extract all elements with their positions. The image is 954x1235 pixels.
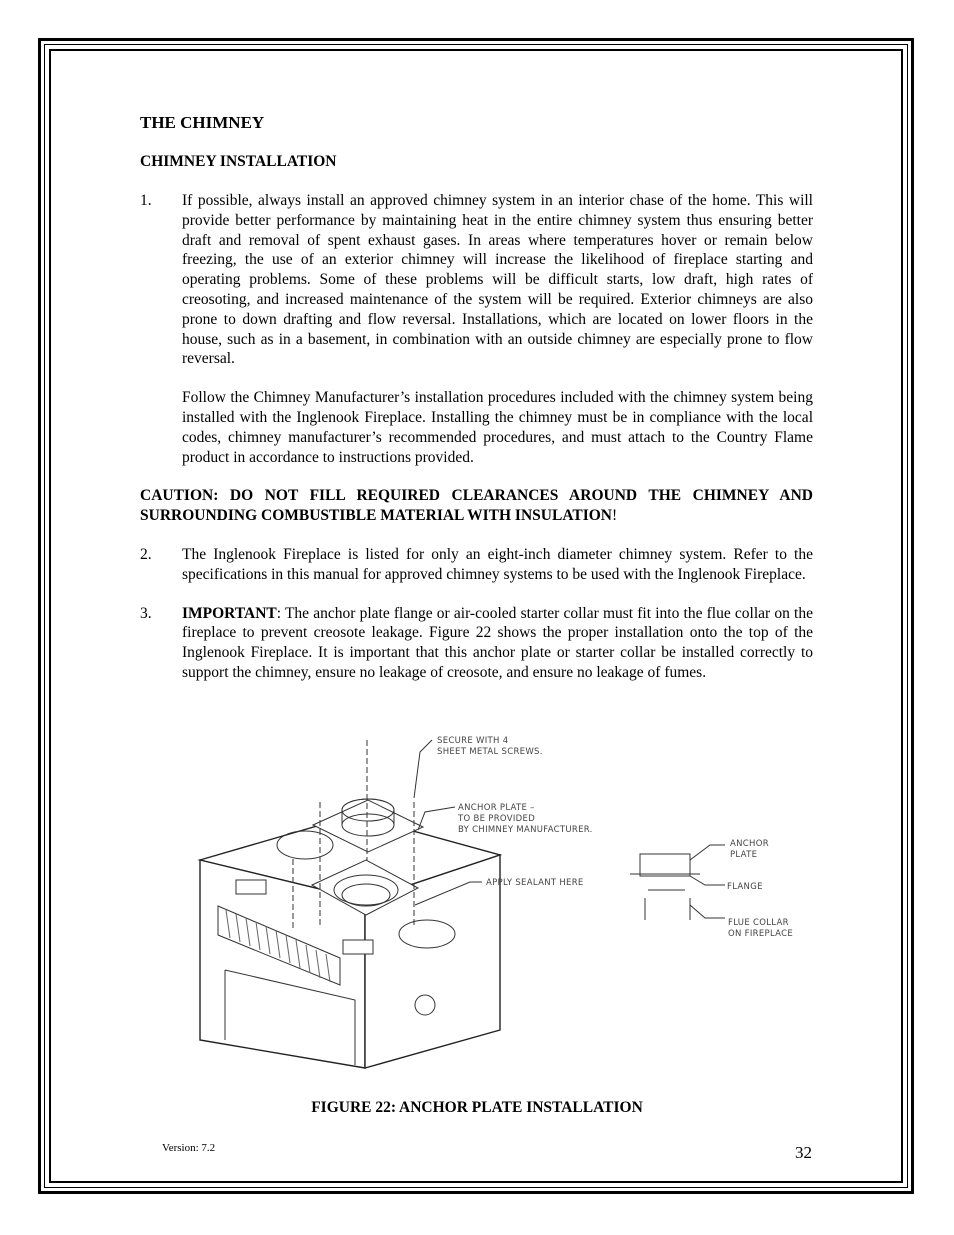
anchor-plate-installation-figure <box>190 728 810 1073</box>
list-item-text: : The anchor plate flange or air-cooled starter collar must fit into the flue collar on the fireplace to prevent creosote leakage. Figure 22 shows the proper installation onto the top of the Inglenook Fireplace. It is important that this anchor plate or starter collar be installed correctly to support the chimney, ensure no leakage of creosote, and ensure no leakage of fumes. <box>182 604 813 681</box>
label-detail-anchor-1: ANCHOR <box>730 839 769 849</box>
list-item-3 <box>140 604 813 683</box>
label-detail-flue-1: FLUE COLLAR <box>728 918 789 928</box>
label-secure-1: SECURE WITH 4 <box>437 736 509 746</box>
page-number: 32 <box>795 1143 812 1162</box>
caution-trail: ! <box>611 507 618 525</box>
label-detail-anchor-2: PLATE <box>730 850 758 860</box>
label-anchor-2: TO BE PROVIDED <box>458 814 536 824</box>
section-subtitle: CHIMNEY INSTALLATION <box>140 153 337 170</box>
label-sealant: APPLY SEALANT HERE <box>486 878 584 888</box>
label-detail-flue-2: ON FIREPLACE <box>728 929 794 939</box>
list-item-1-continuation <box>140 388 813 467</box>
list-item-number: 1. <box>140 192 152 209</box>
list-item-2 <box>140 545 813 585</box>
page-content <box>140 112 813 683</box>
paragraph-text: Follow the Chimney Manufacturer’s installation procedures included with the chimney system being installed with the Inglenook Fireplace. Installing the chimney must be in compliance with the local codes, chimney manufacturer’s recommended procedures, and must attach to the Country Flame product in accordance to instructions provided. <box>182 389 813 466</box>
caution-notice <box>140 486 813 526</box>
caution-text: CAUTION: DO NOT FILL REQUIRED CLEARANCES AROUND THE CHIMNEY AND SURROUNDING COMBUSTIBLE MATERIAL WITH INSULATION <box>140 487 813 525</box>
important-label: IMPORTANT <box>182 604 277 622</box>
label-detail-flange: FLANGE <box>727 882 763 892</box>
list-item-1 <box>140 191 813 369</box>
figure-caption: FIGURE 22: ANCHOR PLATE INSTALLATION <box>311 1099 643 1116</box>
list-item-number: 3. <box>140 604 152 622</box>
list-item-number: 2. <box>140 545 152 563</box>
version-label: Version: 7.2 <box>162 1142 216 1154</box>
list-item-text: The Inglenook Fireplace is listed for only an eight-inch diameter chimney system. Refer to the specifications in this manual for approved chimney systems to be used with the Inglenook Fireplace. <box>182 545 813 583</box>
label-anchor-3: BY CHIMNEY MANUFACTURER. <box>458 825 593 835</box>
list-item-text: If possible, always install an approved chimney system in an interior chase of the home. This will provide better performance by maintaining heat in the entire chimney system thus ensuring better draft and removal of spent exhaust gases. In areas where temperatures hover or remain below freezing, the use of an exterior chimney will increase the likelihood of fireplace starting and operating problems. Some of these problems will be difficult starts, low draft, high rates of creosoting, and increased maintenance of the system will be required. Exterior chimneys are also prone to down drafting and flow reversal. Installations, which are located on lower floors in the house, such as in a basement, in combination with an outside chimney are especially prone to flow reversal. <box>182 192 813 368</box>
label-secure-2: SHEET METAL SCREWS. <box>437 747 543 757</box>
section-title: THE CHIMNEY <box>140 113 265 132</box>
label-anchor-1: ANCHOR PLATE – <box>458 803 535 813</box>
